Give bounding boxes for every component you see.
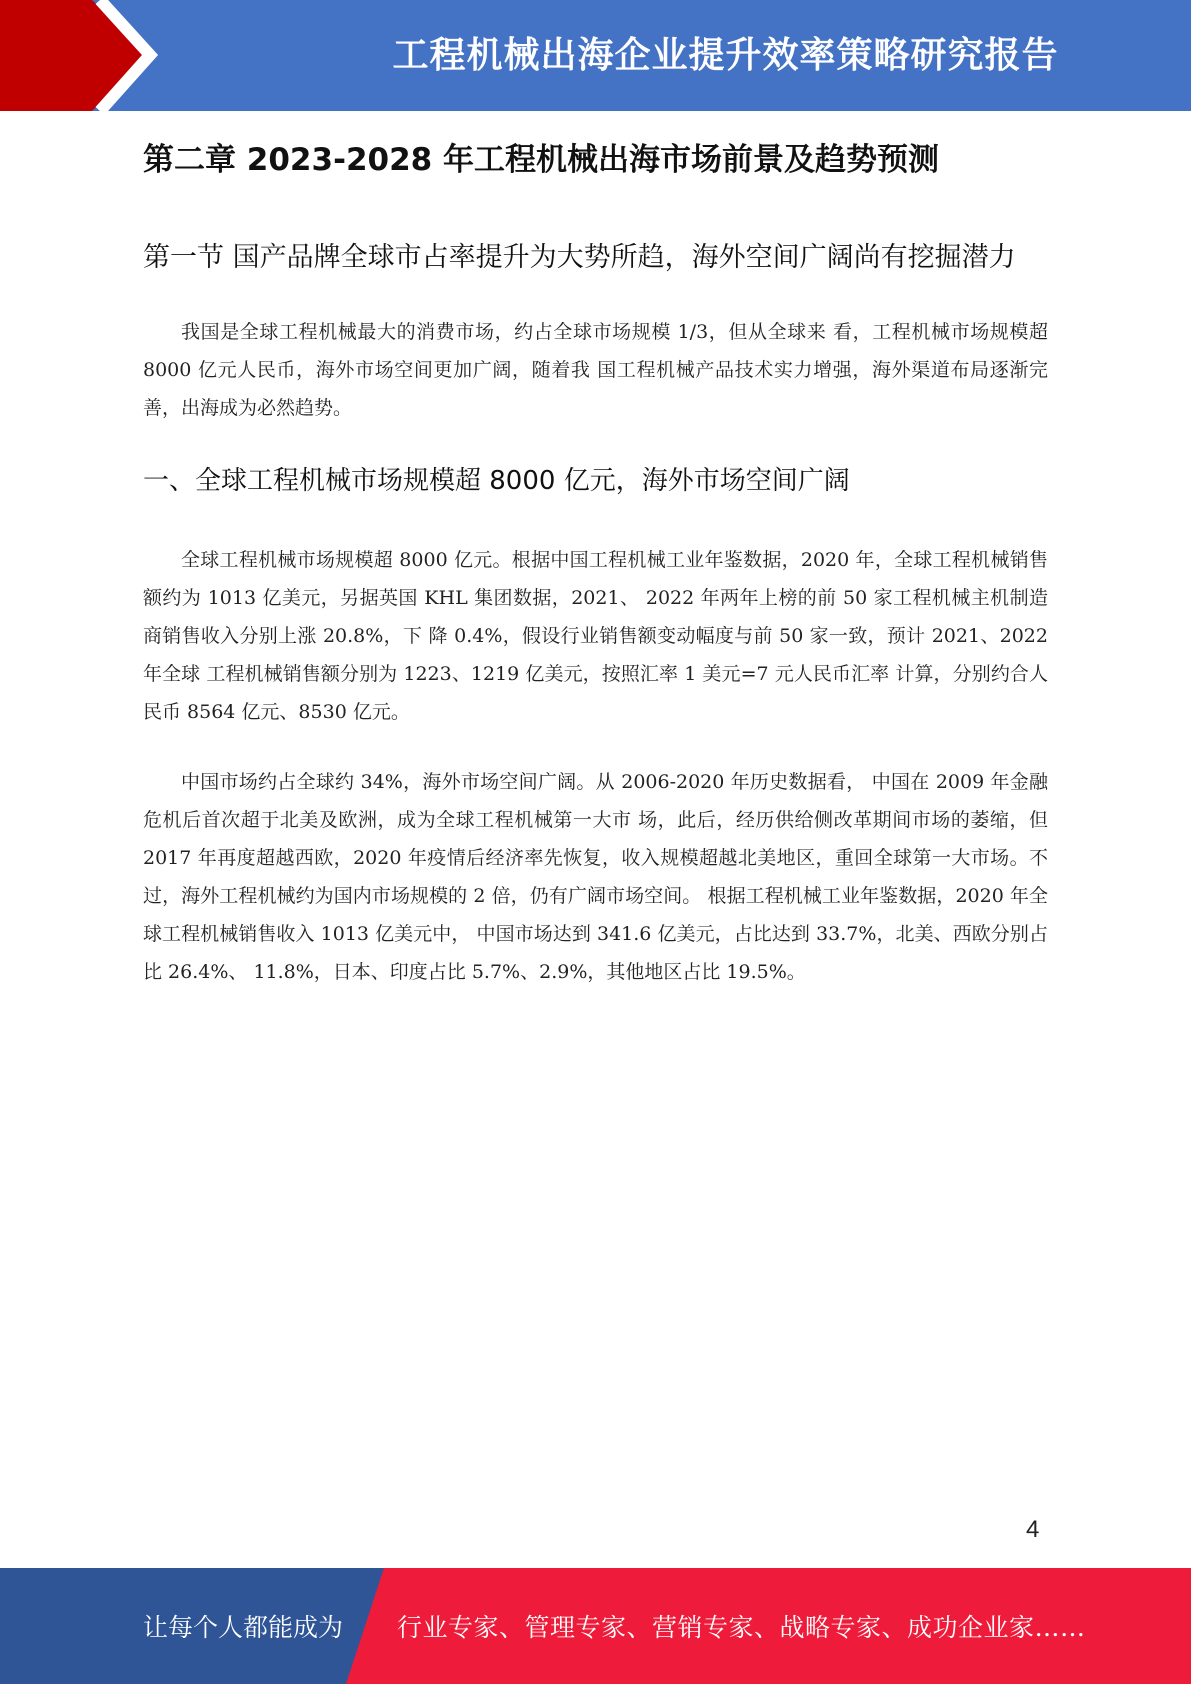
footer-slogan-right: 行业专家、管理专家、营销专家、战略专家、成功企业家…… xyxy=(397,1613,1086,1642)
footer-slogan-left: 让每个人都能成为 xyxy=(143,1613,344,1642)
intro-paragraph: 我国是全球工程机械最大的消费市场，约占全球市场规模 1/3，但从全球来 看，工程机械市场规模超 8000 亿元人民币，海外市场空间更加广阔，随着我 国工程机械产品技术实力增强，海外渠道布局逐渐完善，出海成为必然趋势。 xyxy=(143,321,1048,419)
report-title: 工程机械出海企业提升效率策略研究报告 xyxy=(392,34,1059,76)
document-body xyxy=(143,136,1048,991)
subsection-title: 一、全球工程机械市场规模超 8000 亿元，海外市场空间广阔 xyxy=(143,466,850,496)
header-banner xyxy=(0,0,1191,111)
header-chevron-decoration xyxy=(0,0,300,111)
page-number: 4 xyxy=(1026,1516,1040,1543)
section-title: 第一节 国产品牌全球市占率提升为大势所趋，海外空间广阔尚有挖掘潜力 xyxy=(143,242,1016,273)
footer-banner xyxy=(0,1568,1191,1684)
china-share-paragraph: 中国市场约占全球约 34%，海外市场空间广阔。从 2006-2020 年历史数据看， 中国在 2009 年金融危机后首次超于北美及欧洲，成为全球工程机械第一大市 场，此后，经历供给侧改革期间市场的萎缩，但 2017 年再度超越西欧，2020 年疫情后经济率先恢复，收入规模超越北美地区，重回全球第一大市场。不 过，海外工程机械约为国内市场规模的 2 倍，仍有广阔市场空间。 根据工程机械工业年鉴数据，2020 年全球工程机械销售收入 1013 亿美元中， 中国市场达到 341.6 亿美元，占比达到 33.7%，北美、西欧分别占比 26.4%、 11.8%，日本、印度占比 5.7%、2.9%，其他地区占比 19.5%。 xyxy=(143,771,1048,983)
header-red-chevron xyxy=(0,0,150,111)
chapter-title: 第二章 2023-2028 年工程机械出海市场前景及趋势预测 xyxy=(143,142,940,178)
global-market-paragraph: 全球工程机械市场规模超 8000 亿元。根据中国工程机械工业年鉴数据，2020 年，全球工程机械销售额约为 1013 亿美元，另据英国 KHL 集团数据，2021、 2022 年两年上榜的前 50 家工程机械主机制造商销售收入分别上涨 20.8%，下 降 0.4%，假设行业销售额变动幅度与前 50 家一致，预计 2021、2022 年全球 工程机械销售额分别为 1223、1219 亿美元，按照汇率 1 美元=7 元人民币汇率 计算，分别约合人民币 8564 亿元、8530 亿元。 xyxy=(143,549,1048,723)
